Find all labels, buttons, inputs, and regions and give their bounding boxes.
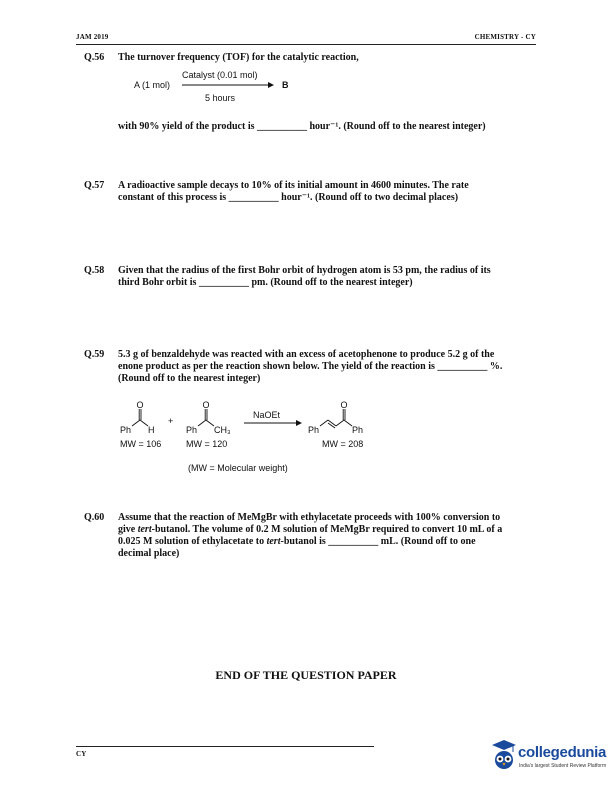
brand-tagline: India's largest Student Review Platform [519, 763, 607, 769]
q59-line2: enone product as per the reaction shown below. The yield of the reaction is __________ %. [118, 361, 503, 372]
enone-o: O [340, 400, 348, 410]
owl-icon [492, 740, 516, 770]
acetophenone-ph: Ph [186, 425, 198, 435]
q58-line2: third Bohr orbit is __________ pm. (Round off to the nearest integer) [118, 277, 413, 288]
q58-line1: Given that the radius of the first Bohr orbit of hydrogen atom is 53 pm, the radius of its [118, 265, 491, 276]
q56-text: The turnover frequency (TOF) for the catalytic reaction, [118, 52, 359, 63]
q57-line1: A radioactive sample decays to 10% of its initial amount in 4600 minutes. The rate [118, 180, 469, 191]
end-of-paper: END OF THE QUESTION PAPER [215, 668, 397, 682]
plus-sign: + [168, 416, 174, 426]
q60-line1: Assume that the reaction of MeMgBr with ethylacetate proceeds with 100% conversion to [118, 512, 501, 523]
acetophenone-ch3: CH₃ [214, 425, 231, 435]
enone-structure [308, 400, 363, 435]
footer-left: CY [76, 750, 87, 758]
q58-number: Q.58 [84, 265, 105, 276]
enone-ph-left: Ph [308, 425, 320, 435]
q57-line2: constant of this process is __________ hour⁻¹. (Round off to two decimal places) [118, 192, 459, 203]
mw-note: (MW = Molecular weight) [188, 463, 288, 473]
benzaldehyde-structure [120, 400, 155, 435]
q56-product: B [282, 80, 289, 90]
mw-product: MW = 208 [322, 439, 364, 449]
q56-reactant: A (1 mol) [134, 80, 171, 90]
mw-acetophenone: MW = 120 [186, 439, 228, 449]
acetophenone-structure [186, 400, 231, 435]
brand-name: collegedunia [518, 744, 607, 761]
reaction-scheme [110, 398, 390, 478]
q59-number: Q.59 [84, 349, 105, 360]
benzaldehyde-o: O [136, 400, 144, 410]
q57-number: Q.57 [84, 180, 105, 191]
q56-arrow [182, 81, 274, 89]
q60-line2: give tert-butanol. The volume of 0.2 M solution of MeMgBr required to convert 10 mL of a [118, 524, 503, 535]
footer-rule [76, 746, 374, 747]
q60-line3: 0.025 M solution of ethylacetate to tert-butanol is __________ mL. (Round off to one [118, 536, 476, 547]
q59-line3: (Round off to the nearest integer) [118, 373, 261, 384]
q59-line1: 5.3 g of benzaldehyde was reacted with an excess of acetophenone to produce 5.2 g of the [118, 349, 495, 360]
reagent-label: NaOEt [253, 410, 281, 420]
q56-below-arrow: 5 hours [205, 93, 236, 103]
header-rule [76, 44, 536, 45]
header-right: CHEMISTRY - CY [474, 33, 536, 41]
benzaldehyde-h: H [148, 425, 155, 435]
enone-ph-right: Ph [352, 425, 364, 435]
mw-benzaldehyde: MW = 106 [120, 439, 162, 449]
q60-number: Q.60 [84, 512, 105, 523]
q56-number: Q.56 [84, 52, 105, 63]
q56-above-arrow: Catalyst (0.01 mol) [182, 70, 258, 80]
q60-line4: decimal place) [118, 548, 180, 559]
q56-text2: with 90% yield of the product is __________ hour⁻¹. (Round off to the nearest integer) [118, 121, 486, 132]
benzaldehyde-ph: Ph [120, 425, 132, 435]
acetophenone-o: O [202, 400, 210, 410]
reaction-arrow-head [296, 420, 302, 426]
collegedunia-logo [492, 738, 610, 774]
header-left: JAM 2019 [76, 33, 109, 41]
